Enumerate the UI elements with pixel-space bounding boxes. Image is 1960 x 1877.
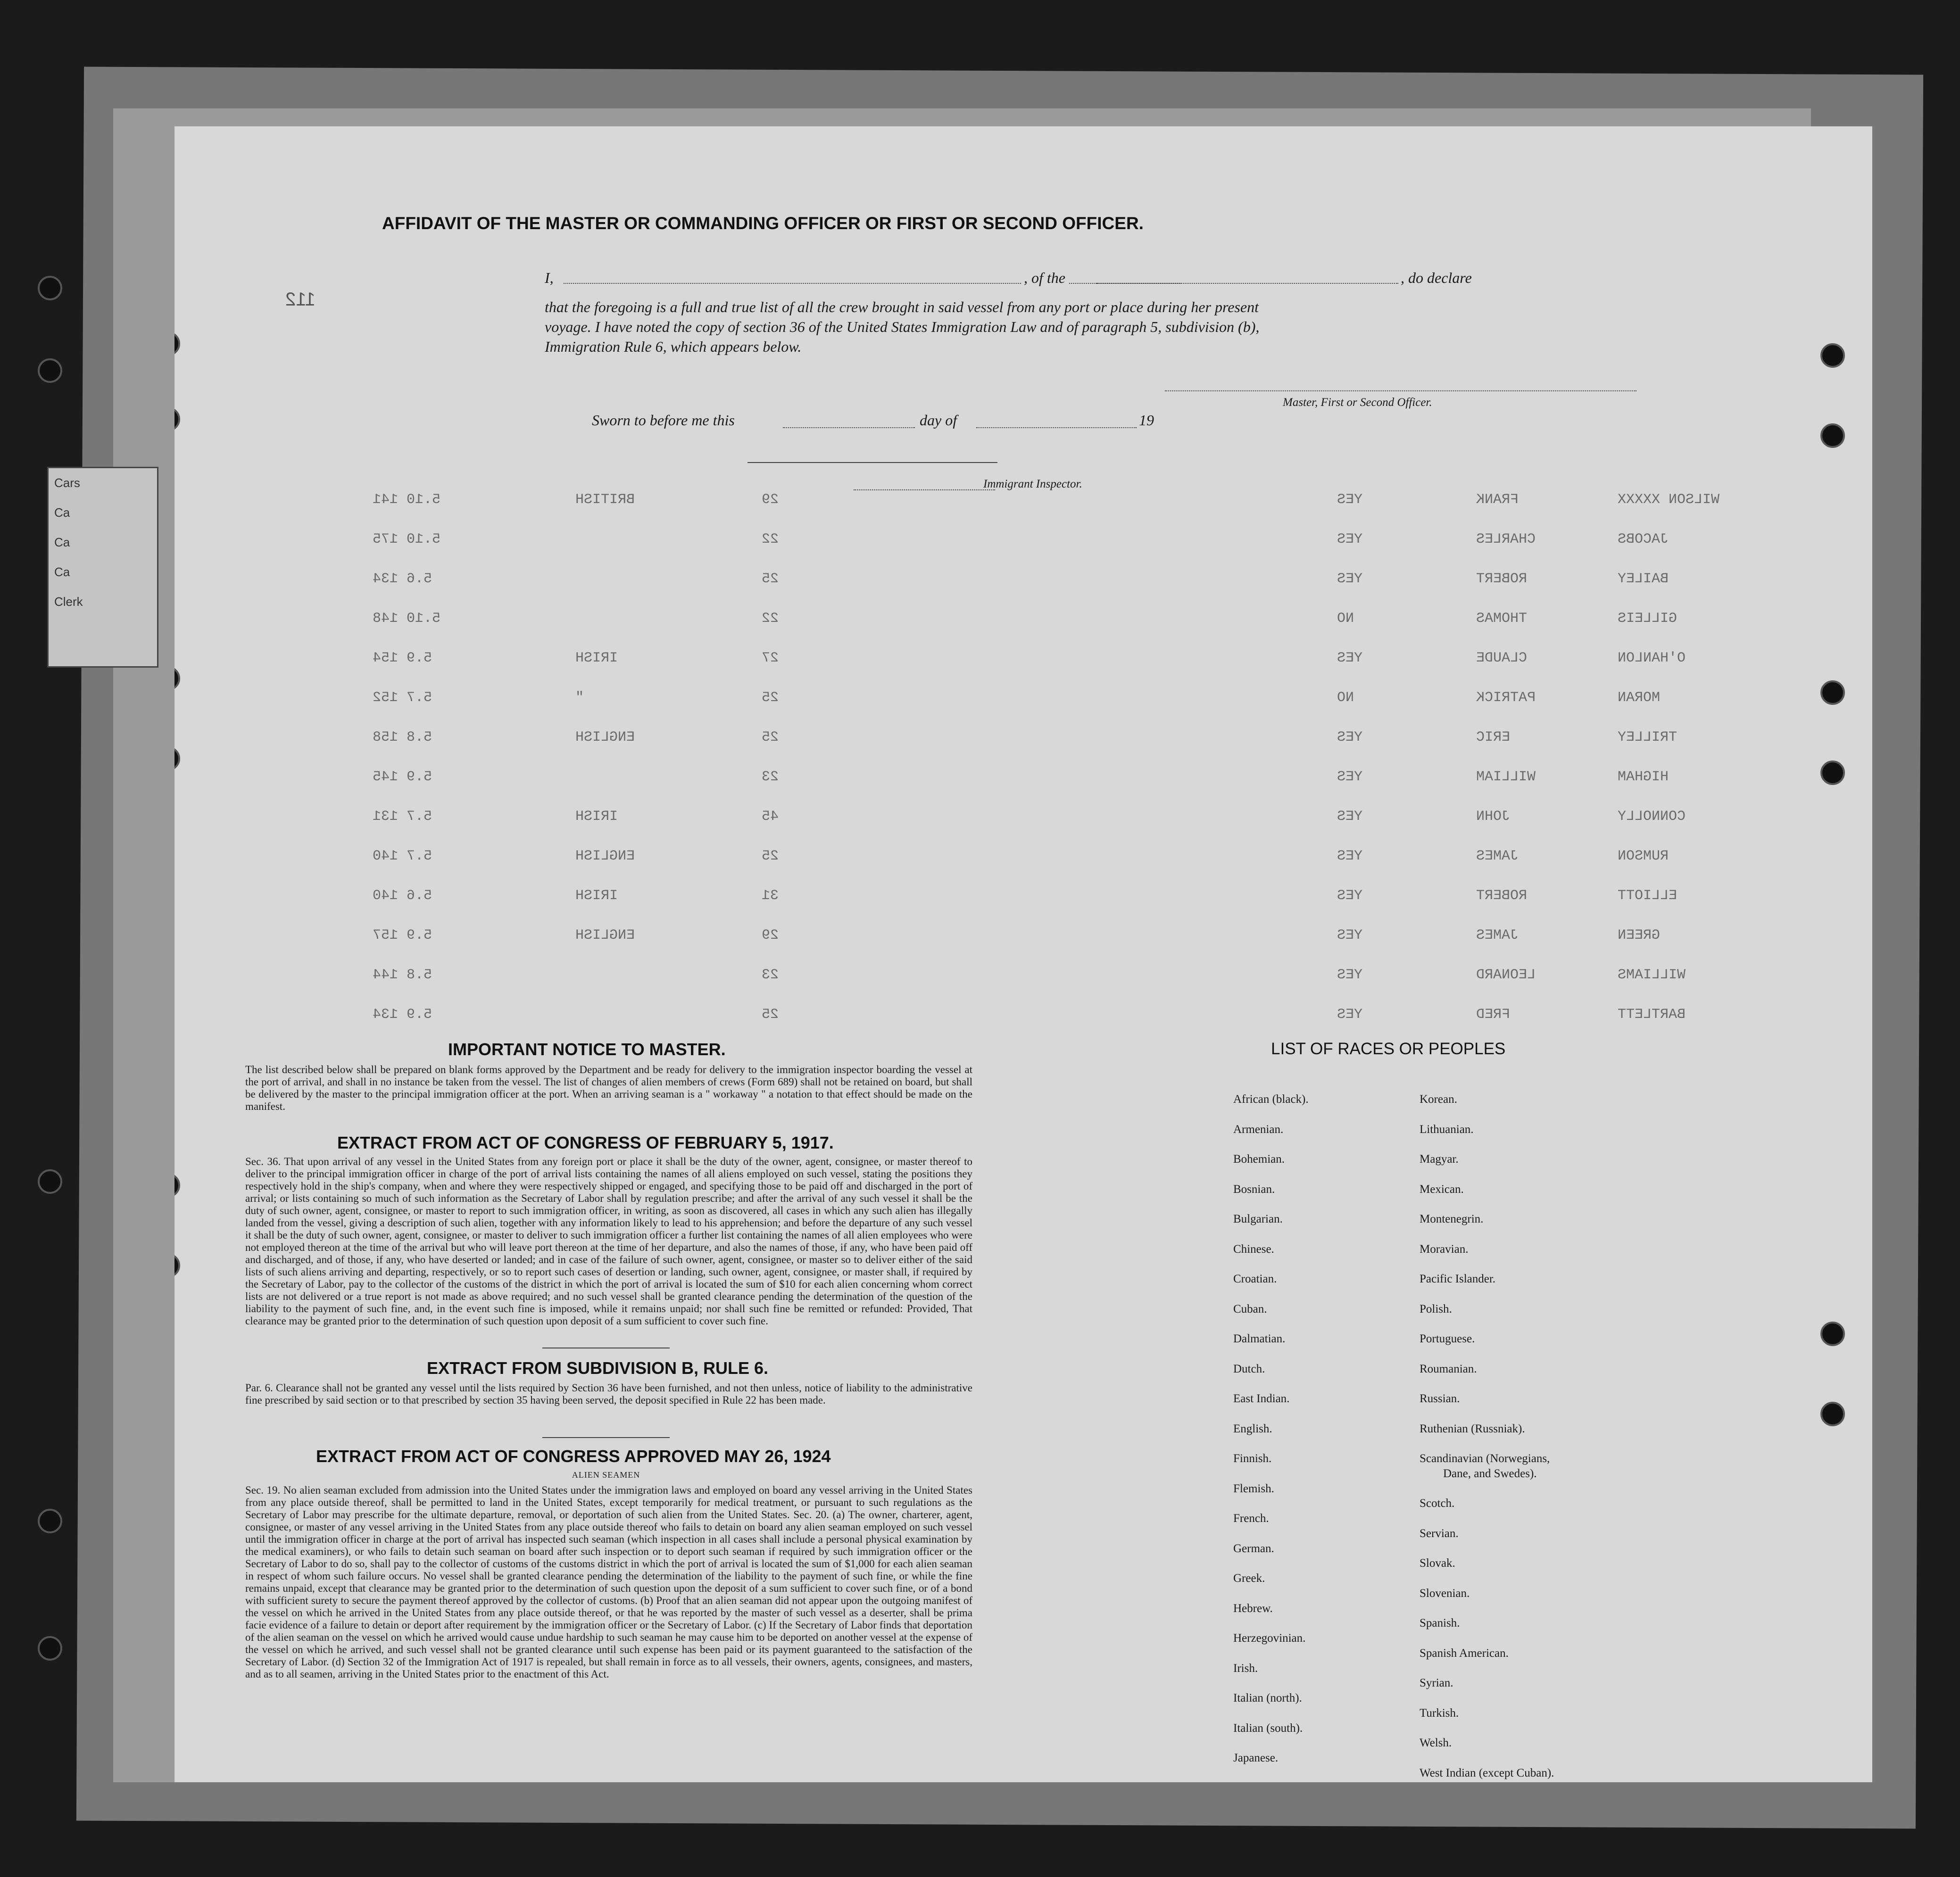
extract-1924-body: Sec. 19. No alien seaman excluded from admission into the United States under the immigration laws and employed on board any vessel arriving in the United States from any place outside thereof, shall be permitted to land in the United States, except temporarily for medical treatment, or pursuant to such regulations as the Secretary of Labor may prescribe for the ultimate departure, removal, or deportation of such alien from the United States. Sec. 20. (a) The owner, charterer, agent, consignee, or master of any vessel arriving in the United States from any place outside thereof who fails to detain on board any alien seaman employed on such vessel until the immigration officer in charge at the port of arrival has inspected such seaman (which inspection in all cases shall include a personal physical examination by the medical examiners), or who fails to detain such seaman on board after such inspection or to deport such seaman if required by such immigration officer or the Secretary of Labor to do so, shall pay to the collector of customs of the customs district in which the port of arrival is located the sum of $1,000 for each alien seaman in respect of whom such failure occurs. No vessel shall be granted clearance pending the determination of the liability to the payment of such fine, or while the fine remains unpaid, except that clearance may be granted prior to the determination of such question upon the deposit of a sum sufficient to cover such fine, or of a bond with sufficient surety to secure the payment thereof approved by the collector of customs. (b) Proof that an alien seaman did not appear upon the outgoing manifest of the vessel on which he arrived in the United States from any place outside thereof, or that he was reported by the master of such vessel as a deserter, shall be prima facie evidence of a failure to detain or deport after requirement by the immigration officer or the Secretary of Labor. (c) If the Secretary of Labor finds that deportation of the alien seaman on the vessel on which he arrived would cause undue hardship to such seaman he may cause him to be deported on another vessel at the expense of the vessel on which he arrived, and such vessel shall not be granted clearance until such expense has been paid or its payment guaranteed to the satisfaction of the Secretary of Labor. (d) Section 32 of the Immigration Act of 1917 is repealed, but shall remain in force as to all vessels, their owners, agents, consignees, and masters, and as to all seamen, arriving in the United States prior to the enactment of this Act.: [245, 1484, 972, 1680]
race-item: Japanese.: [1233, 1752, 1279, 1764]
race-item: Bosnian.: [1233, 1182, 1275, 1196]
bleed-nat: IRISH: [575, 809, 618, 825]
sworn-day-line: [783, 427, 915, 428]
bleed-names: GILLEIS: [1618, 611, 1678, 627]
bleed-names: TRILLEY: [1618, 729, 1678, 745]
race-item: English.: [1233, 1422, 1272, 1435]
binder-hole: [174, 407, 180, 431]
bleed-nat: ENGLISH: [575, 927, 635, 943]
bleed-ages: 23: [762, 769, 779, 785]
bleed-yes: YES: [1337, 927, 1363, 943]
bleed-names: CONNOLLY: [1618, 809, 1686, 825]
bleed-names: MORAN: [1618, 690, 1661, 706]
bleed-yes: YES: [1337, 848, 1363, 864]
race-item: Dalmatian.: [1233, 1332, 1286, 1345]
bleed-heights: 5.9 145: [373, 769, 432, 785]
bleed-nat: ENGLISH: [575, 848, 635, 864]
bleed-nat: ": [575, 690, 584, 706]
stub-line: Ca: [54, 565, 70, 579]
bleed-first: ROBERT: [1476, 571, 1528, 587]
bleed-heights: 5.7 131: [373, 809, 432, 825]
races-title: LIST OF RACES OR PEOPLES: [1271, 1040, 1506, 1058]
bleed-first: THOMAS: [1476, 611, 1528, 627]
race-item: Spanish American.: [1420, 1646, 1509, 1660]
sworn-rule: [747, 462, 997, 463]
bleed-yes: YES: [1337, 888, 1363, 904]
bleed-nat: IRISH: [575, 888, 618, 904]
bleed-names: RUMSON: [1618, 848, 1669, 864]
race-item: African (black).: [1233, 1093, 1309, 1106]
bleed-ages: 25: [762, 571, 779, 587]
bleed-heights: 5.8 144: [373, 967, 432, 983]
bleed-first: ERIC: [1476, 729, 1511, 745]
binder-hole: [1820, 680, 1845, 705]
race-item: Italian (north).: [1233, 1692, 1302, 1704]
race-item: Syrian.: [1420, 1677, 1453, 1690]
race-item: West Indian (except Cuban).: [1420, 1766, 1554, 1779]
bleed-first: WILLIAM: [1476, 769, 1536, 785]
bleed-ages: 22: [762, 531, 779, 547]
affidavit-line-3: Immigration Rule 6, which appears below.: [545, 338, 802, 355]
binder-hole: [1820, 761, 1845, 785]
bleed-heights: 5.10 175: [373, 531, 441, 547]
bleed-yes: YES: [1337, 571, 1363, 587]
master-label: Master, First or Second Officer.: [1283, 396, 1432, 409]
race-item: Portuguese.: [1420, 1332, 1475, 1345]
vessel-line: [1096, 283, 1398, 284]
bleed-heights: 5.7 140: [373, 848, 432, 864]
notice-body: The list described below shall be prepared on blank forms approved by the Department and be ready for delivery to the immigration inspector boarding the vessel at the port of arrival, and shall in no instance be taken from the vessel. The list of changes of alien members of crews (Form 689) shall not be retained on board, but shall be delivered by the master to the principal immigration officer at the port. When an arriving seaman is a " workaway " a notation to that effect should be made on the manifest.: [245, 1064, 972, 1112]
crew-list-page: [174, 126, 1872, 1782]
affidavit-line-2: voyage. I have noted the copy of section 36 of the United States Immigration Law and of paragraph 5, subdivision (b),: [545, 318, 1260, 335]
bleed-first: CHARLES: [1476, 531, 1536, 547]
bleed-first: CLAUDE: [1476, 650, 1528, 666]
notice-title: IMPORTANT NOTICE TO MASTER.: [448, 1040, 726, 1059]
year-label: 19: [1139, 412, 1154, 429]
bleed-first: JOHN: [1476, 809, 1511, 825]
bleed-first: PATRICK: [1476, 690, 1536, 706]
bleed-ages: 25: [762, 729, 779, 745]
race-item: Chinese.: [1233, 1242, 1274, 1256]
binder-hole: [38, 1169, 62, 1194]
race-item: Hebrew.: [1233, 1602, 1273, 1615]
race-item: Korean.: [1420, 1093, 1457, 1106]
left-stub-card: [47, 467, 158, 668]
rule6-title: EXTRACT FROM SUBDIVISION B, RULE 6.: [427, 1358, 769, 1378]
bleed-nat: ENGLISH: [575, 729, 635, 745]
race-item: Slovak.: [1420, 1557, 1455, 1570]
bleed-ages: 29: [762, 927, 779, 943]
bleed-ages: 25: [762, 848, 779, 864]
binder-hole: [38, 1509, 62, 1533]
binder-hole: [174, 666, 180, 691]
stub-line: Ca: [54, 535, 70, 549]
race-item: Slovenian.: [1420, 1587, 1470, 1600]
binder-hole: [38, 358, 62, 383]
bleed-first: JAMES: [1476, 848, 1519, 864]
stub-line: Clerk: [54, 595, 83, 609]
affidavit-i: I,: [545, 269, 554, 286]
margin-note: 112: [285, 289, 316, 310]
bleed-names: WILLIAMS: [1618, 967, 1686, 983]
race-item: Montenegrin.: [1420, 1213, 1484, 1225]
binder-hole: [1820, 1322, 1845, 1346]
master-signature-line: [1165, 390, 1636, 391]
bleed-heights: 5.9 157: [373, 927, 432, 943]
race-item: Spanish.: [1420, 1617, 1460, 1630]
bleed-nat: IRISH: [575, 650, 618, 666]
bleed-yes: YES: [1337, 769, 1363, 785]
bleed-yes: NO: [1337, 690, 1354, 706]
race-item: Bohemian.: [1233, 1153, 1285, 1166]
bleed-names: BARTLETT: [1618, 1007, 1686, 1023]
inspector-line: [854, 489, 995, 490]
bleed-heights: 5.6 134: [373, 571, 432, 587]
bleed-yes: YES: [1337, 967, 1363, 983]
stub-line: Cars: [54, 476, 80, 490]
binder-hole: [174, 746, 180, 771]
bleed-first: LEONARD: [1476, 967, 1536, 983]
bleed-yes: YES: [1337, 650, 1363, 666]
race-item: German.: [1233, 1542, 1274, 1555]
binder-hole: [174, 331, 180, 356]
race-item: East Indian.: [1233, 1392, 1290, 1405]
extract-1917-body: Sec. 36. That upon arrival of any vessel in the United States from any foreign port or place it shall be the duty of the owner, agent, consignee, or master thereof to deliver to the principal immigration officer in charge of the port of arrival lists containing the names of all aliens employed on such vessel, stating the positions they respectively hold in the ship's company, when and where they were respectively shipped or engaged, and specifying those to be paid off and discharged in the port of arrival; or lists containing so much of such information as the Secretary of Labor shall by regulation prescribe; and after the arrival of any such vessel it shall be the duty of such owner, agent, consignee, or master to report to such immigration officer, in writing, as soon as discovered, all cases in which any such alien has illegally landed from the vessel, giving a description of such alien, together with any information likely to lead to his apprehension; and before the departure of any such vessel it shall be the duty of such owner, agent, consignee, or master to deliver to such immigration officer a further list containing the names of all alien employees who were not employed thereon at the time of the arrival but who will leave port thereon at the time of her departure, and also the names of those, if any, who have been paid off and discharged, and of those, if any, who have deserted or landed; and in case of the failure of such owner, agent, consignee, or master so to deliver either of the said lists of such aliens arriving and departing, respectively, or so to report such cases of desertion or landing, such owner, agent, consignee, or master shall, if required by the Secretary of Labor, pay to the collector of the customs of the district in which the port of arrival is located the sum of $10 for each alien concerning whom correct lists are not delivered or a true report is not made as above required; and no such vessel shall be granted clearance pending the determination of the question of the liability to the payment of such fine, and, in the event such fine is imposed, while it remains unpaid; nor shall such fine be remitted or refunded: Provided, That clearance may be granted prior to the determination of such question upon deposit of a sum sufficient to cover such fine.: [245, 1156, 972, 1327]
bleed-yes: YES: [1337, 809, 1363, 825]
bleed-ages: 23: [762, 967, 779, 983]
bleed-ages: 25: [762, 1007, 779, 1023]
bleed-yes: YES: [1337, 1007, 1363, 1023]
bleed-ages: 27: [762, 650, 779, 666]
extract-1924-subtitle: ALIEN SEAMEN: [572, 1470, 640, 1480]
race-item: Cuban.: [1233, 1302, 1267, 1315]
race-item: Italian (south).: [1233, 1721, 1303, 1735]
race-item: Scandinavian (Norwegians,: [1420, 1452, 1550, 1465]
race-item: Servian.: [1420, 1527, 1459, 1540]
bleed-nat: BRITISH: [575, 492, 635, 508]
race-item: Bulgarian.: [1233, 1213, 1283, 1225]
of-the-label: , of the: [1021, 269, 1068, 287]
binder-hole: [38, 1636, 62, 1661]
binder-hole: [1820, 343, 1845, 368]
bleed-ages: 29: [762, 492, 779, 508]
race-item: Pacific Islander.: [1420, 1273, 1496, 1285]
affidavit-line-1: that the foregoing is a full and true list of all the crew brought in said vessel from any port or place during her present: [545, 298, 1259, 315]
race-item: Magyar.: [1420, 1153, 1459, 1166]
stub-line: Ca: [54, 505, 70, 520]
bleed-yes: YES: [1337, 492, 1363, 508]
race-item: Polish.: [1420, 1302, 1452, 1315]
bleed-heights: 5.9 154: [373, 650, 432, 666]
race-item: Turkish.: [1420, 1706, 1459, 1720]
bleed-names: HIGHAM: [1618, 769, 1669, 785]
month-line: [976, 427, 1137, 428]
race-item: Irish.: [1233, 1662, 1258, 1675]
extract-1924-title: EXTRACT FROM ACT OF CONGRESS APPROVED MAY 26, 1924: [316, 1447, 831, 1466]
race-item: Mexican.: [1420, 1182, 1464, 1196]
bleed-heights: 5.10 148: [373, 611, 441, 627]
day-of-label: day of: [920, 412, 957, 429]
section-rule: [542, 1437, 670, 1438]
inspector-label: Immigrant Inspector.: [983, 478, 1082, 490]
binder-hole: [1820, 423, 1845, 448]
bleed-ages: 25: [762, 690, 779, 706]
bleed-heights: 5.9 134: [373, 1007, 432, 1023]
bleed-ages: 45: [762, 809, 779, 825]
bleed-first: ROBERT: [1476, 888, 1528, 904]
race-item: Armenian.: [1233, 1123, 1284, 1136]
bleed-heights: 5.8 158: [373, 729, 432, 745]
race-item: Welsh.: [1420, 1736, 1452, 1750]
race-item: Ruthenian (Russniak).: [1420, 1422, 1525, 1435]
bleed-heights: 5.10 141: [373, 492, 441, 508]
affidavit-title: AFFIDAVIT OF THE MASTER OR COMMANDING OFFICER OR FIRST OR SECOND OFFICER.: [382, 214, 1144, 233]
bleed-ages: 31: [762, 888, 779, 904]
race-item: Greek.: [1233, 1572, 1265, 1585]
race-item: Finnish.: [1233, 1452, 1272, 1465]
bleed-yes: YES: [1337, 729, 1363, 745]
race-item: Russian.: [1420, 1392, 1460, 1405]
binder-hole: [1820, 1402, 1845, 1426]
bleed-names: GREEN: [1618, 927, 1661, 943]
race-item: Lithuanian.: [1420, 1123, 1474, 1136]
race-item: Dane, and Swedes).: [1443, 1467, 1537, 1480]
bleed-first: JAMES: [1476, 927, 1519, 943]
name-line: [564, 283, 1181, 284]
bleed-names: JACOBS: [1618, 531, 1669, 547]
binder-hole: [174, 1173, 180, 1198]
sworn-label: Sworn to before me this: [592, 412, 735, 429]
bleed-heights: 5.6 140: [373, 888, 432, 904]
race-item: Moravian.: [1420, 1242, 1469, 1256]
race-item: Flemish.: [1233, 1482, 1274, 1495]
bleed-names: ELLIOTT: [1618, 888, 1678, 904]
race-item: Scotch.: [1420, 1497, 1455, 1510]
bleed-first: FRANK: [1476, 492, 1519, 508]
race-item: Roumanian.: [1420, 1362, 1477, 1375]
bleed-first: FRED: [1476, 1007, 1511, 1023]
bleed-names: BAILEY: [1618, 571, 1669, 587]
do-declare-label: , do declare: [1401, 269, 1472, 286]
race-item: Croatian.: [1233, 1273, 1277, 1285]
bleed-heights: 5.7 152: [373, 690, 432, 706]
bleed-yes: NO: [1337, 611, 1354, 627]
race-item: Herzegovinian.: [1233, 1632, 1306, 1645]
binder-hole: [174, 1253, 180, 1278]
rule6-body: Par. 6. Clearance shall not be granted any vessel until the lists required by Section 36 have been furnished, and not then unless, notice of liability to the administrative fine prescribed by said section or to that prescribed by section 35 having been served, the deposit specified in Rule 22 has been made.: [245, 1382, 972, 1406]
race-item: French.: [1233, 1512, 1269, 1525]
extract-1917-title: EXTRACT FROM ACT OF CONGRESS OF FEBRUARY 5, 1917.: [337, 1133, 834, 1152]
bleed-ages: 22: [762, 611, 779, 627]
binder-hole: [38, 276, 62, 300]
bleed-names: O'HANLON: [1618, 650, 1686, 666]
bleed-names: WILSON XXXXX: [1618, 492, 1720, 508]
bleed-yes: YES: [1337, 531, 1363, 547]
race-item: Dutch.: [1233, 1362, 1265, 1375]
